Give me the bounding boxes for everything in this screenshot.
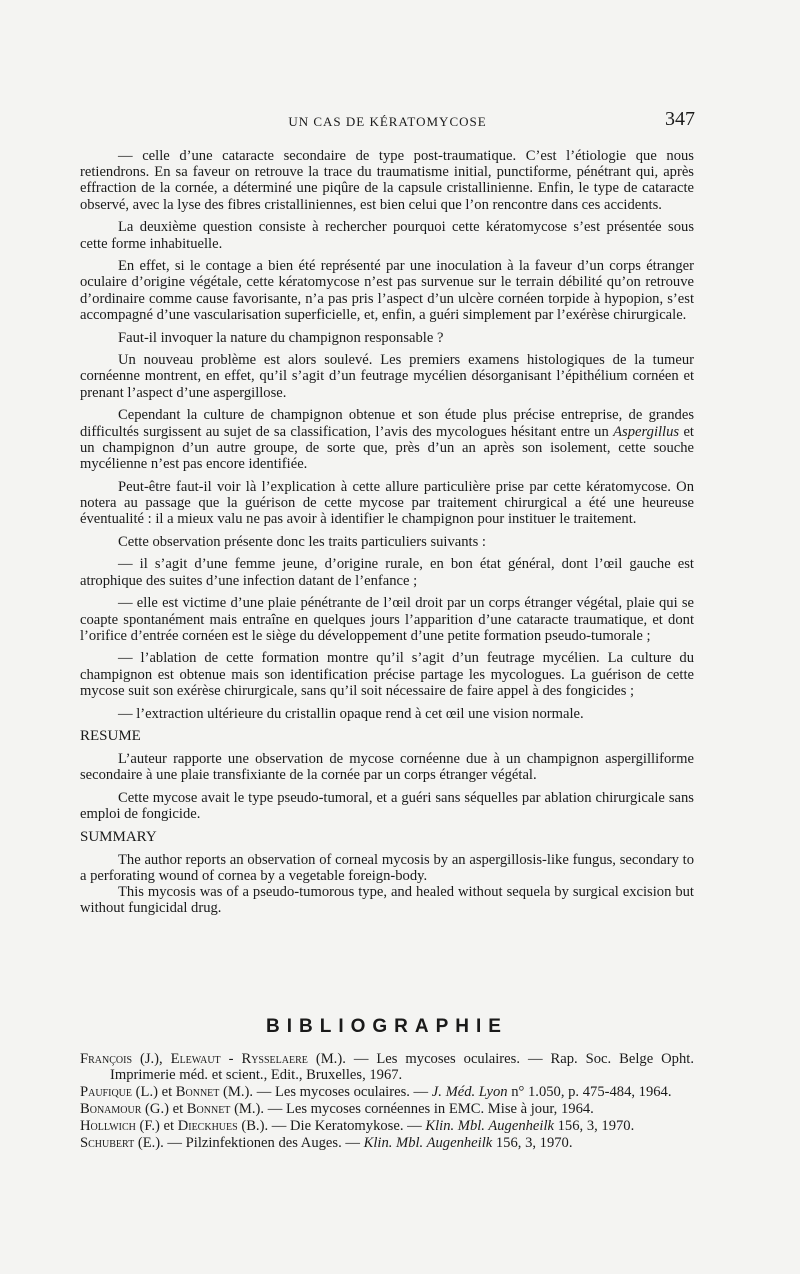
reference-text: — Les mycoses cornéennes in EMC. Mise à jour, 1964. xyxy=(267,1101,594,1117)
journal-name: J. Méd. Lyon xyxy=(431,1084,508,1100)
bibliography-entry xyxy=(80,1051,694,1083)
running-title: UN CAS DE KÉRATOMYCOSE xyxy=(288,114,487,129)
list-paragraph: — l’ablation de cette formation montre qu’il s’agit d’un feutrage mycélien. La culture du champignon est obtenue mais son identification précise partage les mycologues. La guérison de cette mycose suit son exérèse chirurgicale, sans qu’il soit nécessaire de faire appel à des fongicides ; xyxy=(80,650,694,699)
text-run: et un champignon d’un autre groupe, de sorte que, près d’un an après son isolement, cette souche mycélienne n’est pas encore identifiée. xyxy=(80,423,694,472)
bibliography-title: BIBLIOGRAPHIE xyxy=(266,1016,508,1037)
page-number: 347 xyxy=(665,108,695,130)
author-initial: (M.). xyxy=(307,1051,354,1067)
author-name: Bonnet xyxy=(186,1101,231,1117)
author-name: François xyxy=(80,1051,133,1067)
bibliography-list xyxy=(80,1051,694,1152)
author-initial: (L.) et xyxy=(132,1084,176,1100)
reference-tail: n° 1.050, p. 475-484, 1964. xyxy=(507,1084,672,1100)
author-initial: (F.) et xyxy=(135,1118,178,1134)
bibliography-entry xyxy=(80,1135,694,1151)
resume-paragraph: L’auteur rapporte une observation de mycose cornéenne due à un champignon aspergilliforme secondaire à une plaie transfixiante de la cornée par un corps étranger végétal. xyxy=(80,751,694,784)
summary-paragraph: The author reports an observation of corneal mycosis by an aspergillosis-like fungus, secondary to a perforating wound of cornea by a vegetable foreign-body. xyxy=(80,851,694,884)
summary-paragraph: This mycosis was of a pseudo-tumorous type, and healed without sequela by surgical excision but without fungicidal drug. xyxy=(80,883,694,917)
paragraph: Faut-il invoquer la nature du champignon responsable ? xyxy=(118,329,444,346)
journal-name: Klin. Mbl. Augenheilk xyxy=(425,1118,554,1134)
reference-text: — Die Keratomykose. — xyxy=(271,1118,426,1134)
author-initial: (M.). xyxy=(230,1101,268,1117)
reference-tail: 156, 3, 1970. xyxy=(492,1135,573,1151)
resume-paragraph: Cette mycose avait le type pseudo-tumoral, et a guéri sans séquelles par ablation chirurgicale sans emploi de fongicide. xyxy=(80,789,694,823)
author-name: Paufique xyxy=(80,1084,133,1100)
summary-heading: SUMMARY xyxy=(80,828,157,845)
author-initial: (M.). xyxy=(219,1084,257,1100)
list-paragraph: — elle est victime d’une plaie pénétrante de l’œil droit par un corps étranger végétal, plaie qui se coapte spontanément mais entraîne en quelques jours l’apparition d’une cataracte traumatique, et dont l’orifice d’entrée cornéen est le siège du développement d’une petite formation pseudo-tumorale ; xyxy=(80,595,694,644)
author-name: Elewaut - Rysselaere xyxy=(170,1051,308,1067)
bibliography-entry xyxy=(80,1118,694,1134)
bibliography-entry xyxy=(80,1101,694,1117)
main-text xyxy=(80,148,694,923)
list-paragraph: — l’extraction ultérieure du cristallin opaque rend à cet œil une vision normale. xyxy=(118,705,584,722)
paragraph: Peut-être faut-il voir là l’explication à cette allure particulière prise par cette kératomycose. On notera au passage que la guérison de cette mycose par traitement chirurgical a été une heureuse éventualité : il a mieux valu ne pas avoir à identifier le champignon pour instituer le traitement. xyxy=(80,478,694,528)
author-name: Schubert xyxy=(80,1135,135,1151)
journal-name: Klin. Mbl. Augenheilk xyxy=(363,1135,493,1151)
author-name: Dieckhues xyxy=(177,1118,238,1134)
text-run: Cependant la culture de champignon obtenue et son étude plus précise entreprise, de grandes difficultés surgissent au sujet de sa classification, l’avis des mycologues hésitant entre un xyxy=(80,407,694,440)
list-paragraph: — il s’agit d’une femme jeune, d’origine rurale, en bon état général, dont l’œil gauche est atrophique des suites d’une infection datant de l’enfance ; xyxy=(80,556,694,589)
page-header xyxy=(80,108,695,138)
reference-text: — Les mycoses oculaires. — xyxy=(256,1084,432,1100)
reference-text: — Les mycoses oculaires. — Rap. Soc. Belge Opht. Imprimerie méd. et scient., Edit., Bruxelles, 1967. xyxy=(110,1051,694,1083)
author-initial: (G.) et xyxy=(141,1101,187,1117)
author-initial: (E.). xyxy=(134,1135,168,1151)
paragraph: La deuxième question consiste à rechercher pourquoi cette kératomycose s’est présentée sous cette forme inhabituelle. xyxy=(80,219,694,252)
paragraph xyxy=(80,407,694,472)
bibliography-entry xyxy=(80,1084,694,1100)
reference-text: — Pilzinfektionen des Auges. — xyxy=(167,1135,364,1151)
author-name: Bonnet xyxy=(175,1084,220,1100)
author-name: Hollwich xyxy=(80,1118,136,1134)
author-name: Bonamour xyxy=(80,1101,142,1117)
paragraph: En effet, si le contage a bien été représenté par une inoculation à la faveur d’un corps étranger oculaire d’origine végétale, cette kératomycose n’est pas survenue sur le terrain débilité qu’on retrouve d’ordinaire comme cause favorisante, n’a pas pris l’aspect d’un ulcère cornéen torpide à hypopion, s’est accompagné d’une vascularisation superficielle, et, enfin, a guéri simplement par l’exérèse chirurgicale. xyxy=(80,258,694,323)
author-initial: (J.), xyxy=(132,1051,171,1067)
author-initial: (B.). xyxy=(237,1118,272,1134)
reference-tail: 156, 3, 1970. xyxy=(553,1118,635,1134)
resume-heading: RESUME xyxy=(80,728,141,745)
italic-term: Aspergillus xyxy=(613,423,680,440)
paragraph: — celle d’une cataracte secondaire de type post-traumatique. C’est l’étiologie que nous retiendrons. En sa faveur on retrouve la trace du traumatisme initial, punctiforme, pénétrant qui, après effraction de la cornée, a déterminé une piqûre de la capsule cristallinienne. Enfin, le type de cataracte observé, avec la lyse des fibres cristalliniennes, est bien celui que l’on rencontre dans ces accidents. xyxy=(80,148,694,213)
paragraph: Un nouveau problème est alors soulevé. Les premiers examens histologiques de la tumeur cornéenne montrent, en effet, qu’il s’agit d’un feutrage mycélien désorganisant l’épithélium cornéen et prenant l’aspect d’une aspergillose. xyxy=(80,352,694,401)
paragraph: Cette observation présente donc les traits particuliers suivants : xyxy=(118,533,486,550)
